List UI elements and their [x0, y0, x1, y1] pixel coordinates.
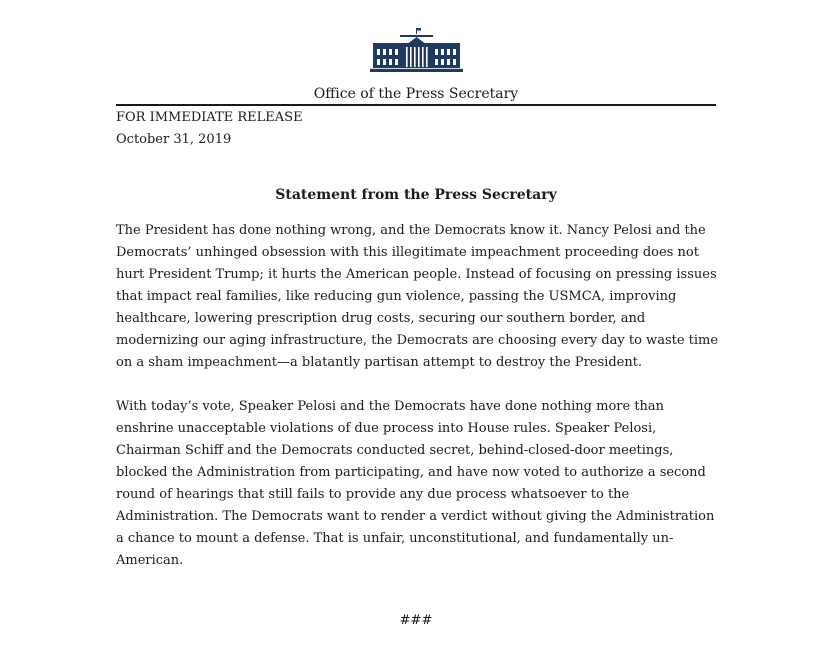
header-divider	[116, 104, 716, 106]
release-label: FOR IMMEDIATE RELEASE	[116, 110, 303, 125]
statement-title: Statement from the Press Secretary	[275, 187, 557, 203]
white-house-icon	[370, 27, 463, 73]
office-title: Office of the Press Secretary	[313, 86, 519, 102]
statement-paragraph: The President has done nothing wrong, and the Democrats know it. Nancy Pelosi and the Democrats’ unhinged obsession with this illegitimate impeachment proceeding does not hurt President Trump; it hurts the American people. Instead of focusing on pressing issues that impact real families, like reducing gun violence, passing the USMCA, improving healthcare, lowering prescription drug costs, securing our southern border, and modernizing our aging infrastructure, the Democrats are choosing every day to waste time on a sham impeachment—a blatantly partisan attempt to destroy the President.	[116, 223, 719, 370]
statement-paragraph: With today’s vote, Speaker Pelosi and the Democrats have done nothing more than enshrine unacceptable violations of due process into House rules. Speaker Pelosi, Chairman Schiff and the Democrats conducted secret, behind-closed-door meetings, blocked the Administration from participating, and have now voted to authorize a second round of hearings that still fails to provide any due process whatsoever to the Administration. The Democrats want to render a verdict without giving the Administration a chance to mount a defense. That is unfair, unconstitutional, and fundamentally un-American.	[116, 399, 715, 568]
end-mark: ###	[399, 613, 433, 628]
release-date: October 31, 2019	[116, 132, 232, 147]
